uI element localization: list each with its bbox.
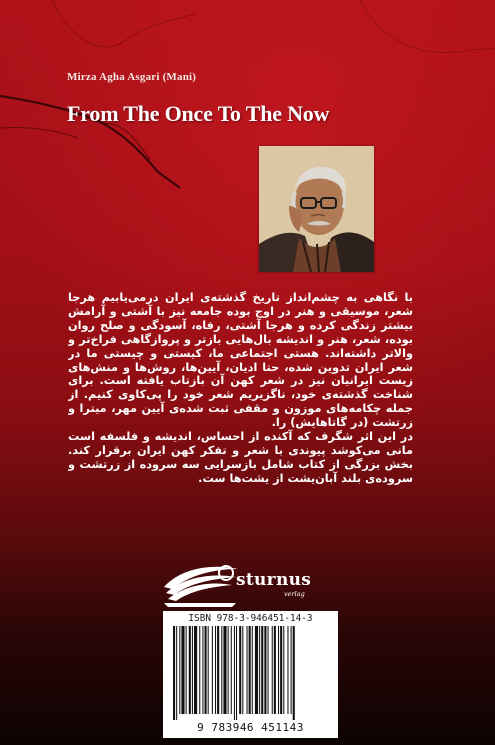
author-name: Mirza Agha Asgari (Mani)	[67, 71, 197, 83]
isbn-barcode	[163, 611, 338, 738]
description-paragraph: در این اثر شگرف که آکنده از احساس، اندیشه و فلسفه است مانی می‌کوشد پیوندی با شعر و تفکر کهن ایران برقرار کند. بخش بزرگی از کتاب شامل بازسرایی سه سروده از زرتشت و سروده‌ی بلند آبان‌یشت از یشت‌ها ست.	[68, 430, 413, 485]
book-wings-icon	[160, 561, 240, 607]
publisher-subtitle: verlag	[284, 590, 305, 598]
book-title: From The Once To The Now	[67, 101, 330, 126]
description-paragraph: با نگاهی به چشم‌انداز تاریخ گذشته‌ی ایران درمی‌یابیم هرجا شعر، موسیقی و هنر در اوج بوده جامعه نیز با آشتی و آرامش بیشتر زندگی کرده و هرجا آشتی، رفاه، آسودگی و صلح روان بوده، شعر، هنر و اندیشه بال‌هایی بازتر و پروازگاهی فراخ‌تر و والاتر داشته‌اند. هستی اجتماعی ما، کیستی و چیستی ما در شعر ایران تدوین شده، حتا ادیان، آیین‌ها، روش‌ها و منش‌های زیست ایرانیان نیز در شعر کهن آن بازتاب یافته است. برای شناخت گذشته‌ی خود، ناگزیریم شعر خود را پی‌کاوی کنیم. از جمله چکامه‌های موزون و مقفی ثبت شده‌ی آیین مهر، میترا و زرتشت (در گاتاهایش) را.	[68, 291, 413, 430]
barcode-bars	[171, 626, 330, 720]
author-photo	[259, 146, 374, 272]
ean-number: 9 783946 451143	[197, 721, 304, 734]
publisher-logo	[160, 561, 340, 607]
publisher-name: sturnus	[236, 570, 312, 590]
author-portrait-image	[259, 146, 374, 272]
persian-description-text	[68, 291, 413, 553]
isbn-label: ISBN 978-3-946451-14-3	[188, 613, 313, 624]
